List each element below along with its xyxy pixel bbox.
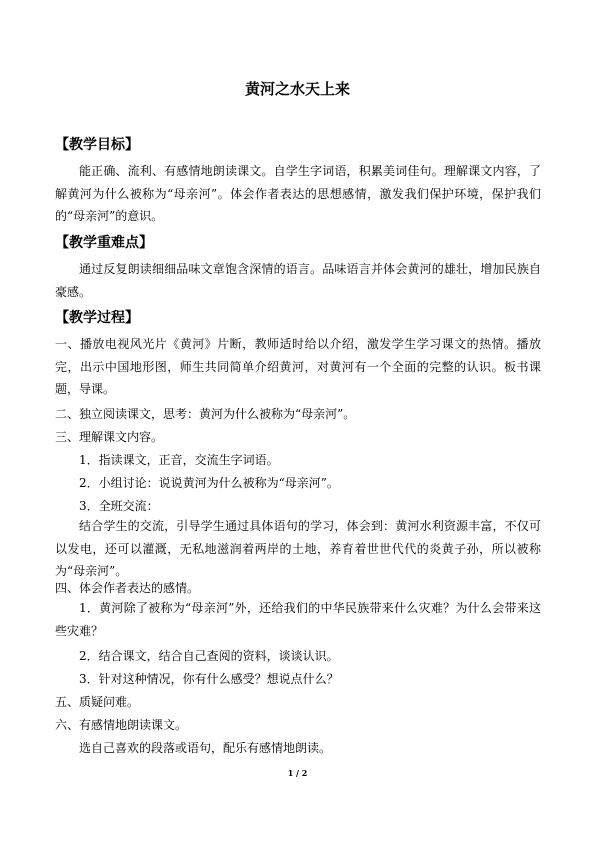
process-step-6-text: 选自己喜欢的段落或语句，配乐有感情地朗读。: [79, 741, 332, 755]
process-step-3-text: 结合学生的交流，引导学生通过具体语句的学习，体会到：黄河水利资源丰富，不仅可以发电，还可以灌溉，无私地滋润着两岸的土地，养育着世世代代的炎黄子孙，所以被称为“母亲河”。: [55, 519, 541, 578]
heading-process: 【教学过程】: [55, 310, 139, 326]
process-step-4-1: 1．黄河除了被称为“母亲河”外，还给我们的中华民族带来什么灾难？为什么会带来这些灾难？: [55, 601, 541, 638]
process-step-3-3: 3．全班交流：: [79, 499, 159, 513]
key-points-text: 通过反复朗读细细品味文章饱含深情的语言。品味语言并体会黄河的雄壮，增加民族自豪感。: [55, 262, 541, 299]
process-step-4: 四、体会作者表达的感情。: [55, 581, 200, 595]
process-step-3-2: 2．小组讨论：说说黄河为什么被称为“母亲河”。: [79, 476, 339, 490]
page-number: 1 / 2: [287, 768, 308, 778]
process-step-6: 六、有感情地朗读课文。: [55, 718, 188, 732]
heading-goals: 【教学目标】: [55, 137, 139, 153]
process-step-5: 五、质疑问难。: [55, 695, 140, 709]
process-step-4-2: 2．结合课文，结合自己查阅的资料，谈谈认识。: [79, 649, 339, 663]
heading-key-points: 【教学重难点】: [55, 235, 153, 251]
document-title: 黄河之水天上来: [244, 80, 350, 98]
goals-text: 能正确、流利、有感情地朗读课文。自学生字词语，积累美词佳句。理解课文内容，了解黄河为什么被称为“母亲河”。体会作者表达的思想感情，激发我们保护环境，保护我们的“母亲河”的意识。: [55, 164, 541, 223]
process-step-2: 二、独立阅读课文，思考：黄河为什么被称为“母亲河”。: [55, 407, 356, 421]
process-step-1: 一、播放电视风光片《黄河》片断，教师适时给以介绍，激发学生学习课文的热情。播放完，出示中国地形图，师生共同简单介绍黄河，对黄河有一个全面的完整的认识。板书课题，导课。: [55, 337, 541, 396]
process-step-3-1: 1．指读课文，正音，交流生字词语。: [79, 453, 279, 467]
process-step-3: 三、理解课文内容。: [55, 430, 164, 444]
process-step-4-3: 3．针对这种情况，你有什么感受？想说点什么？: [79, 672, 339, 686]
